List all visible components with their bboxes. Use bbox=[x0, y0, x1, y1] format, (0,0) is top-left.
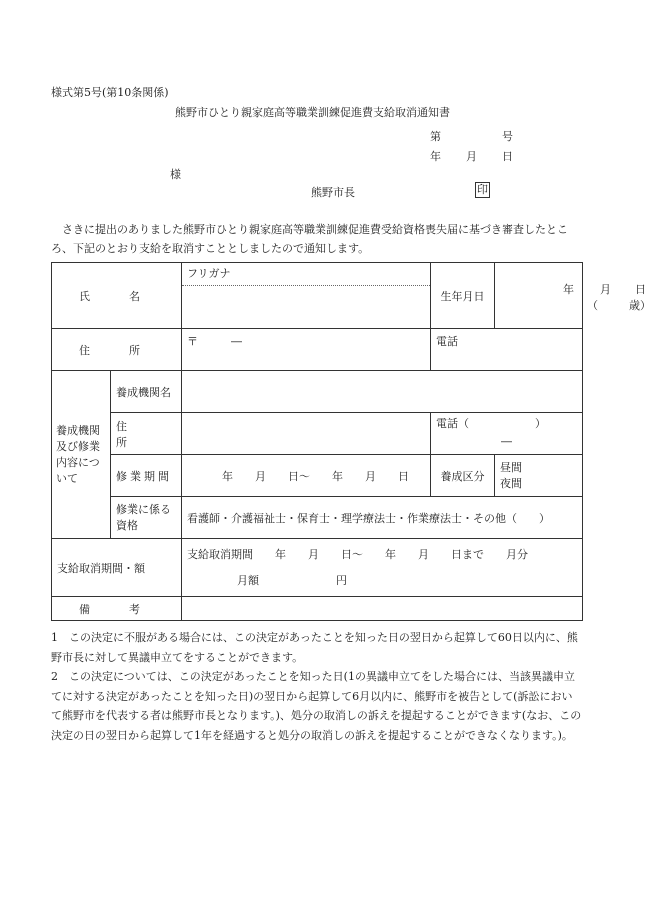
qualification-label: 修業に係る資格 bbox=[111, 497, 182, 539]
remarks-label: 備 考 bbox=[52, 597, 182, 621]
cancel-label: 支給取消期間・額 bbox=[52, 539, 182, 597]
name-label: 氏 名 bbox=[52, 263, 182, 329]
division-day: 昼間 bbox=[500, 460, 523, 474]
doc-number-suffix: 号 bbox=[502, 130, 513, 143]
birthdate-label: 生年月日 bbox=[431, 263, 495, 329]
qualification-field[interactable]: 看護師・介護福祉士・保育士・理学療法士・作業療法士・その他（ ） bbox=[182, 497, 583, 539]
doc-number-prefix: 第 bbox=[430, 130, 441, 143]
section-label: 養成機関及び修業内容について bbox=[52, 371, 111, 539]
institution-name-field[interactable] bbox=[182, 371, 583, 413]
address-field[interactable]: 〒 ― bbox=[182, 329, 431, 371]
intro-text: さきに提出のありました熊野市ひとり親家庭高等職業訓練促進費受給資格喪失届に基づき審査したところ、下記のとおり支給を取消すこととしましたので通知します。 bbox=[51, 223, 568, 255]
name-field[interactable] bbox=[182, 263, 431, 329]
issuer-name: 熊野市長 bbox=[311, 186, 355, 199]
institution-name-label: 養成機関名 bbox=[111, 371, 182, 413]
issue-year: 年 bbox=[430, 150, 441, 163]
note-1: 1 この決定に不服がある場合には、この決定があったことを知った日の翌日から起算して60日以内に、熊野市長に対して異議申立てをすることができます。 bbox=[51, 631, 578, 664]
seal-mark: 印 bbox=[477, 183, 488, 196]
study-period-field[interactable]: 年 月 日～ 年 月 日 bbox=[182, 455, 431, 497]
division-night: 夜間 bbox=[500, 476, 523, 490]
document-title: 熊野市ひとり親家庭高等職業訓練促進費支給取消通知書 bbox=[175, 106, 450, 119]
issue-day: 日 bbox=[502, 150, 513, 163]
cancel-amount: 月額 円 bbox=[237, 573, 347, 587]
note-2: 2 この決定については、この決定があったことを知った日(1の異議申立てをした場合には、当該異議申立てに対する決定があったことを知った日)の翌日から起算して6月以内に、熊野市を被告として(訴訟において熊野市を代表する者は熊野市長となります。)、処分の取消しの訴えを提起することができます(なお、この決定の日の翌日から起算して1年を経過すると処分の取消しの訴えを提起することができなくなります。)。 bbox=[51, 670, 582, 742]
institution-phone-field[interactable]: 電話（ ） ― bbox=[431, 413, 583, 455]
study-period-label: 修業期間 bbox=[111, 455, 182, 497]
furigana-label: フリガナ bbox=[182, 263, 430, 286]
institution-address-field[interactable] bbox=[182, 413, 431, 455]
issue-month: 月 bbox=[466, 150, 477, 163]
remarks-field[interactable] bbox=[182, 597, 583, 621]
cancel-period: 支給取消期間 年 月 日～ 年 月 日まで 月分 bbox=[187, 547, 528, 561]
birthdate-field[interactable]: 年 月 日 （ 歳） bbox=[495, 263, 583, 329]
cancel-field[interactable] bbox=[182, 539, 583, 597]
form-table bbox=[51, 262, 651, 621]
address-label: 住 所 bbox=[52, 329, 182, 371]
form-number: 様式第5号(第10条関係) bbox=[51, 86, 169, 99]
phone-field[interactable]: 電話 bbox=[431, 329, 583, 371]
recipient-honorific: 様 bbox=[170, 168, 181, 181]
institution-address-label: 住 所 bbox=[111, 413, 182, 455]
division-label: 養成区分 bbox=[431, 455, 495, 497]
division-options[interactable] bbox=[495, 455, 583, 497]
